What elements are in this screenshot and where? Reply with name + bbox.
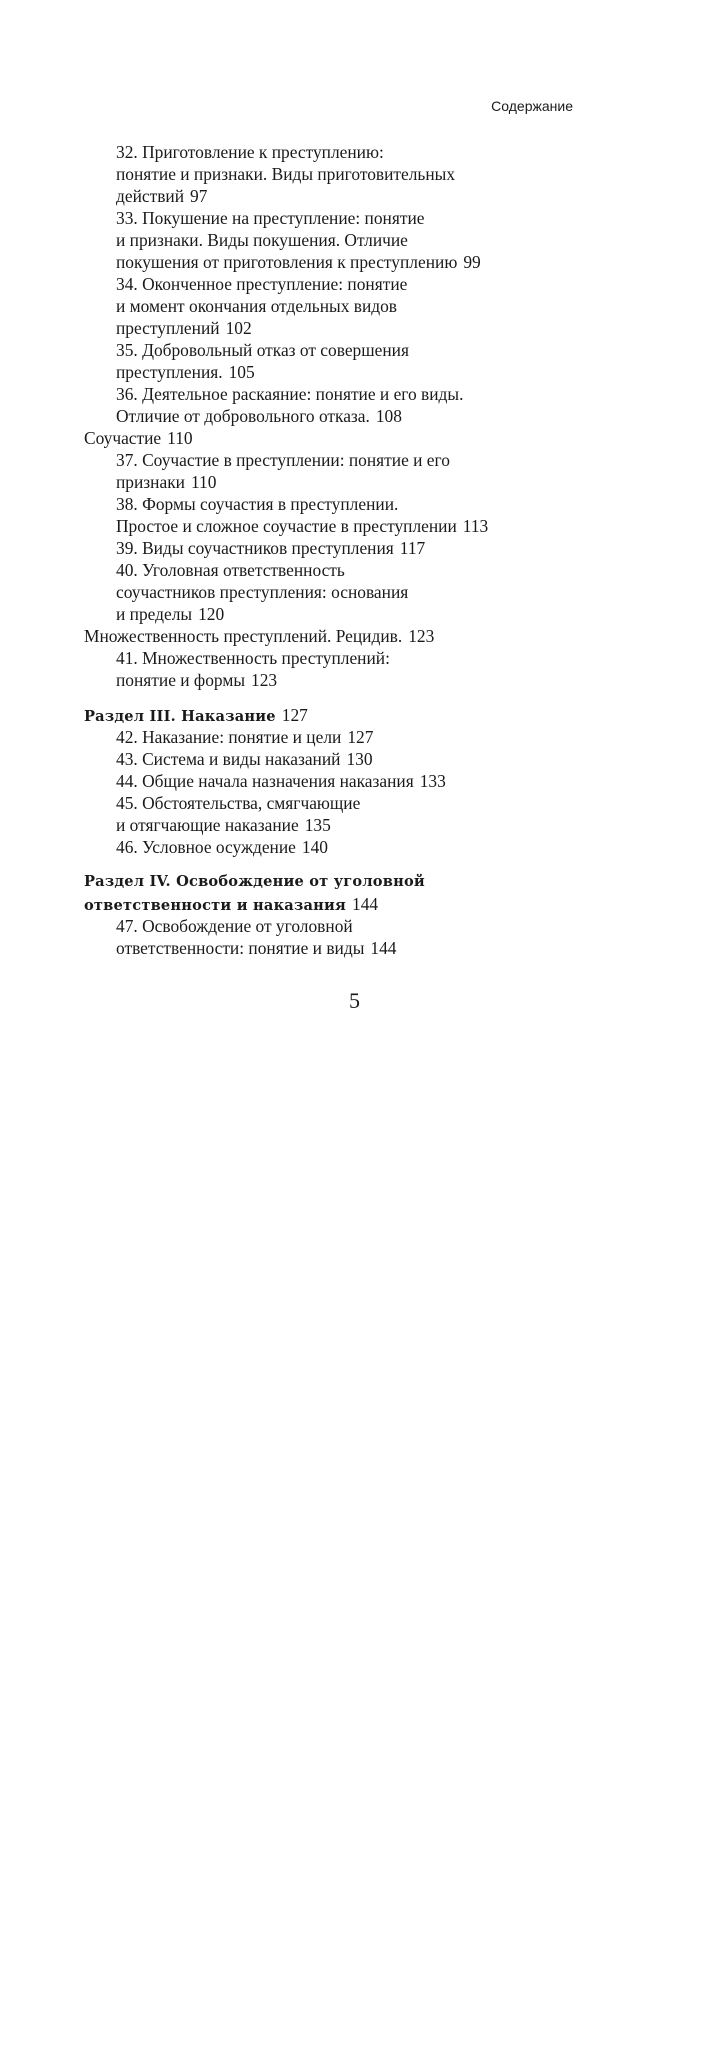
toc-page-number: 127 — [281, 705, 308, 725]
toc-entry-text: 44. Общие начала назначения наказания — [116, 771, 414, 791]
toc-page-number: 127 — [347, 727, 374, 747]
toc-entry-last-line — [84, 185, 569, 207]
toc-page-number: 123 — [251, 670, 278, 690]
toc-page-number: 97 — [190, 186, 208, 206]
toc-entry-text: 46. Условное осуждение — [116, 837, 296, 857]
toc-entry-text: 34. Оконченное преступление: понятие — [116, 274, 408, 294]
toc-page-number: 144 — [370, 938, 397, 958]
toc-entry-text: 45. Обстоятельства, смягчающие — [116, 793, 361, 813]
toc-entry[interactable] — [84, 427, 569, 449]
toc-entry-text: понятие и формы — [116, 670, 246, 690]
toc-entry-text: 38. Формы соучастия в преступлении. — [116, 494, 399, 514]
toc-entry[interactable] — [84, 836, 569, 858]
toc-page-number: 102 — [225, 318, 252, 338]
toc-entry-text: Отличие от добровольного отказа. — [116, 406, 370, 426]
toc-entry[interactable] — [84, 141, 569, 207]
toc-entry-last-line — [84, 704, 569, 726]
toc-page-number: 113 — [462, 516, 489, 536]
toc-page-number: 105 — [228, 362, 255, 382]
toc-page-number: 99 — [463, 252, 481, 272]
toc-entry-last-line — [84, 427, 569, 449]
toc-entry-text: и признаки. Виды покушения. Отличие — [116, 230, 408, 250]
toc-entry-text: признаки — [116, 472, 185, 492]
toc-page-number: 110 — [190, 472, 217, 492]
toc-entry-text: Соучастие — [84, 428, 162, 448]
toc-entry-text: 43. Система и виды наказаний — [116, 749, 341, 769]
toc-entry-text: 37. Соучастие в преступлении: понятие и его — [116, 450, 450, 470]
toc-page-number: 133 — [419, 771, 446, 791]
toc-entry-text: Раздел III. Наказание — [84, 708, 276, 725]
toc-entry-text: 42. Наказание: понятие и цели — [116, 727, 342, 747]
toc-entry-text: Раздел IV. Освобождение от уголовной — [84, 873, 425, 890]
toc-entry-text: 36. Деятельное раскаяние: понятие и его виды. — [116, 384, 464, 404]
toc-page-number: 120 — [198, 604, 225, 624]
toc-entry-text: 35. Добровольный отказ от совершения — [116, 340, 409, 360]
toc-entry-text: и момент окончания отдельных видов — [116, 296, 398, 316]
toc-entry-text: преступлений — [116, 318, 220, 338]
toc-entry-text: и отягчающие наказание — [116, 815, 299, 835]
page-number: 5 — [349, 988, 360, 1013]
toc-entry-text: преступления. — [116, 362, 223, 382]
toc-entry[interactable] — [84, 704, 569, 726]
toc-entry-line — [84, 141, 569, 163]
toc-entry-text: соучастников преступления: основания — [116, 582, 409, 602]
toc-entry-text: 40. Уголовная ответственность — [116, 560, 345, 580]
toc-entry-text: ответственности: понятие и виды — [116, 938, 365, 958]
toc-entry-last-line — [84, 471, 569, 493]
table-of-contents — [84, 141, 569, 959]
toc-page-number: 108 — [375, 406, 402, 426]
toc-entry-text: ответственности и наказания — [84, 897, 347, 914]
toc-page-number: 123 — [408, 626, 435, 646]
toc-page-number: 110 — [167, 428, 193, 448]
toc-entry-text: понятие и признаки. Виды приготовительных — [116, 164, 456, 184]
toc-entry-text: 47. Освобождение от уголовной — [116, 916, 353, 936]
toc-entry-last-line — [84, 814, 569, 836]
toc-entry-text: 41. Множественность преступлений: — [116, 648, 390, 668]
toc-entry-text: Простое и сложное соучастие в преступлении — [116, 516, 457, 536]
toc-page-number: 130 — [346, 749, 373, 769]
toc-entry-last-line — [84, 361, 569, 383]
toc-entry-line — [84, 163, 569, 185]
toc-entry-last-line — [84, 669, 569, 691]
toc-entry-text: и пределы — [116, 604, 193, 624]
toc-page-number: 117 — [399, 538, 426, 558]
running-header: Содержание — [491, 98, 573, 114]
toc-page-number: 140 — [301, 837, 328, 857]
toc-page-number: 144 — [352, 894, 379, 914]
toc-entry-text: покушения от приготовления к преступлению — [116, 252, 458, 272]
toc-page-number: 135 — [304, 815, 331, 835]
toc-entry-last-line — [84, 836, 569, 858]
toc-entry-text: Множественность преступлений. Рецидив. — [84, 626, 403, 646]
toc-entry-text: 39. Виды соучастников преступления — [116, 538, 394, 558]
toc-entry-text: действий — [116, 186, 185, 206]
toc-entry-last-line — [84, 603, 569, 625]
toc-entry-text: 33. Покушение на преступление: понятие — [116, 208, 425, 228]
toc-entry-text: 32. Приготовление к преступлению: — [116, 142, 384, 162]
toc-entry-last-line — [84, 317, 569, 339]
